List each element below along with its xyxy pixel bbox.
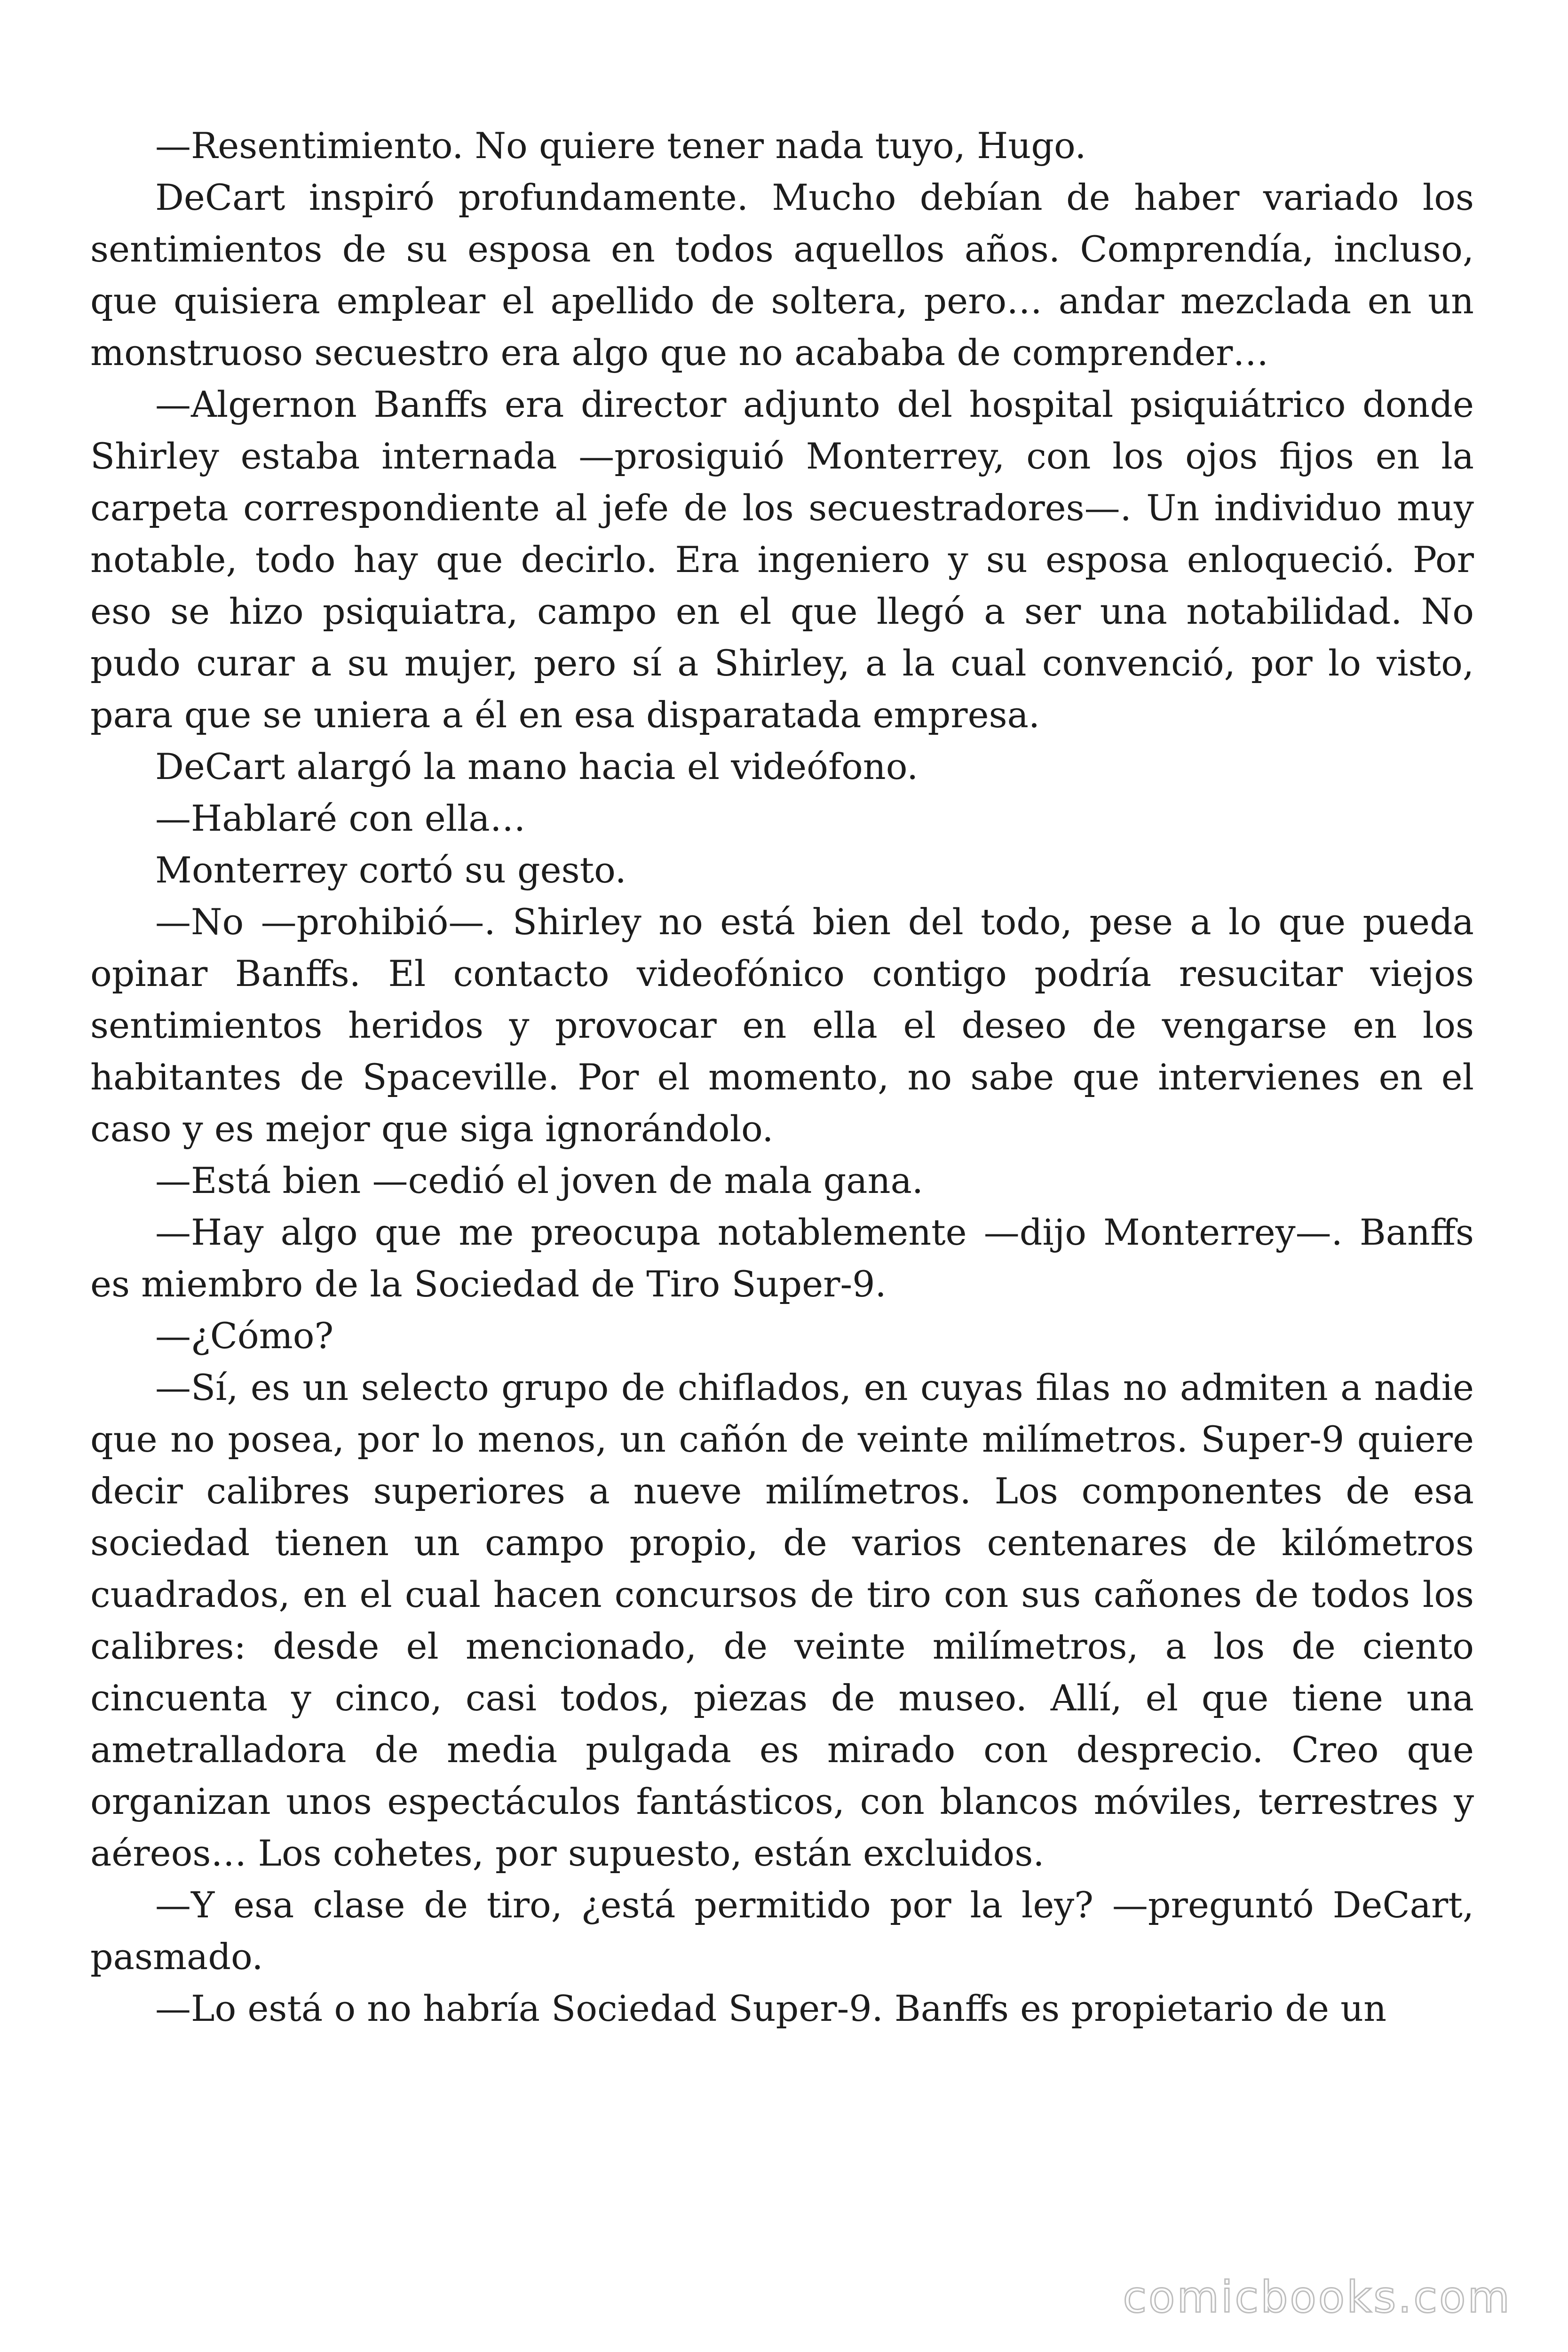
paragraph: —Hablaré con ella… <box>155 797 526 839</box>
paragraph: Monterrey cortó su gesto. <box>155 849 626 891</box>
paragraph: —Resentimiento. No quiere tener nada tuyo, Hugo. <box>155 125 1086 167</box>
body-text <box>90 120 1474 2034</box>
paragraph: —Lo está o no habría Sociedad Super-9. Banffs es propietario de un <box>155 1987 1387 2029</box>
paragraph: —No —prohibió—. Shirley no está bien del todo, pese a lo que pueda opinar Banffs. El contacto videofónico contigo podría resucitar viejos sentimientos heridos y provocar en ella el deseo de vengarse en los habitantes de Spaceville. Por el momento, no sabe que intervienes en el caso y es mejor que siga ignorándolo. <box>90 901 1474 1150</box>
paragraph: —Algernon Banffs era director adjunto del hospital psiquiátrico donde Shirley estaba internada —prosiguió Monterrey, con los ojos fijos en la carpeta correspondiente al jefe de los secuestradores—. Un individuo muy notable, todo hay que decirlo. Era ingeniero y su esposa enloqueció. Por eso se hizo psiquiatra, campo en el que llegó a ser una notabilidad. No pudo curar a su mujer, pero sí a Shirley, a la cual convenció, por lo visto, para que se uniera a él en esa disparatada empresa. <box>90 383 1474 736</box>
paragraph: —Está bien —cedió el joven de mala gana. <box>155 1160 924 1201</box>
watermark: comicbooks.com <box>1123 2272 1512 2322</box>
paragraph: DeCart inspiró profundamente. Mucho debían de haber variado los sentimientos de su esposa en todos aquellos años. Comprendía, incluso, que quisiera emplear el apellido de soltera, pero… andar mezclada en un monstruoso secuestro era algo que no acababa de comprender… <box>90 176 1474 373</box>
paragraph: —¿Cómo? <box>155 1315 334 1357</box>
paragraph: —Y esa clase de tiro, ¿está permitido por la ley? —preguntó DeCart, pasmado. <box>90 1884 1474 1978</box>
paragraph: DeCart alargó la mano hacia el videófono. <box>155 746 919 787</box>
paragraph: —Hay algo que me preocupa notablemente —dijo Monterrey—. Banffs es miembro de la Sociedad de Tiro Super-9. <box>90 1211 1474 1305</box>
paragraph: —Sí, es un selecto grupo de chiflados, en cuyas filas no admiten a nadie que no posea, por lo menos, un cañón de veinte milímetros. Super-9 quiere decir calibres superiores a nueve milímetros. Los componentes de esa sociedad tienen un campo propio, de varios centenares de kilómetros cuadrados, en el cual hacen concursos de tiro con sus cañones de todos los calibres: desde el mencionado, de veinte milímetros, a los de ciento cincuenta y cinco, casi todos, piezas de museo. Allí, el que tiene una ametralladora de media pulgada es mirado con desprecio. Creo que organizan unos espectáculos fantásticos, con blancos móviles, terrestres y aéreos… Los cohetes, por supuesto, están excluidos. <box>90 1367 1474 1874</box>
